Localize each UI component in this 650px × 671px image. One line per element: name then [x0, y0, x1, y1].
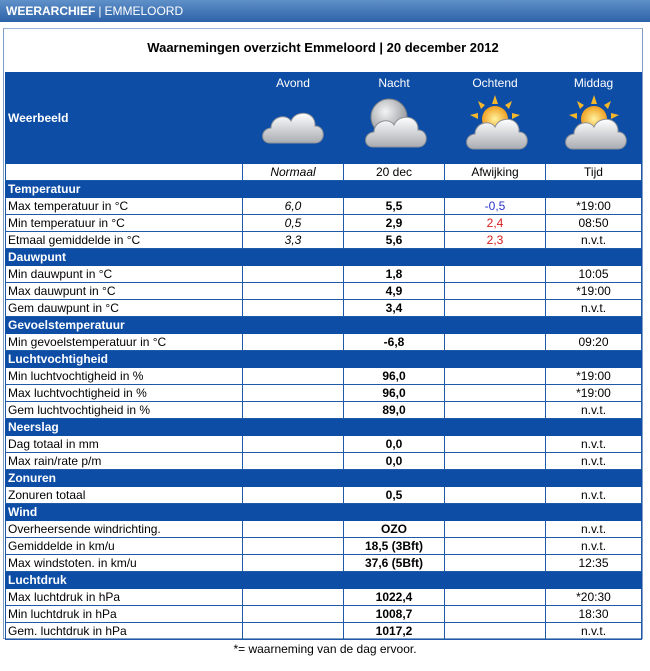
afwijking-value	[445, 589, 546, 606]
section-title: Zonuren	[6, 470, 642, 487]
day-value: 96,0	[344, 385, 445, 402]
day-value: OZO	[344, 521, 445, 538]
section-title: Wind	[6, 504, 642, 521]
tijd-value: *19:00	[546, 368, 642, 385]
tijd-value: n.v.t.	[546, 232, 642, 249]
table-row	[6, 232, 642, 249]
tijd-value: n.v.t.	[546, 521, 642, 538]
day-value: 1022,4	[344, 589, 445, 606]
row-label: Max dauwpunt in °C	[6, 283, 243, 300]
row-label: Min temperatuur in °C	[6, 215, 243, 232]
row-label: Min luchtdruk in hPa	[6, 606, 243, 623]
normaal-value	[243, 606, 344, 623]
day-value: 5,6	[344, 232, 445, 249]
normaal-value	[243, 283, 344, 300]
afwijking-value	[445, 266, 546, 283]
tijd-value: *19:00	[546, 198, 642, 215]
section-header	[6, 181, 642, 198]
row-label: Dag totaal in mm	[6, 436, 243, 453]
day-value: 96,0	[344, 368, 445, 385]
afwijking-value	[445, 436, 546, 453]
afwijking-value	[445, 606, 546, 623]
normaal-value	[243, 368, 344, 385]
section-header	[6, 504, 642, 521]
column-header-row	[6, 164, 642, 181]
section-title: Temperatuur	[6, 181, 642, 198]
empty-cell	[6, 164, 243, 181]
afwijking-value	[445, 300, 546, 317]
row-label: Gem. luchtdruk in hPa	[6, 623, 243, 640]
day-value: 0,0	[344, 436, 445, 453]
row-label: Gemiddelde in km/u	[6, 538, 243, 555]
page-title: Waarnemingen overzicht Emmeloord | 20 december 2012	[147, 40, 499, 55]
row-label: Etmaal gemiddelde in °C	[6, 232, 243, 249]
row-label: Min luchtvochtigheid in %	[6, 368, 243, 385]
column-afwijking: Afwijking	[445, 164, 546, 181]
section-header	[6, 317, 642, 334]
normaal-value	[243, 300, 344, 317]
table-row	[6, 555, 642, 572]
section-title: Dauwpunt	[6, 249, 642, 266]
section-header	[6, 351, 642, 368]
table-row	[6, 589, 642, 606]
tijd-value: 08:50	[546, 215, 642, 232]
normaal-value	[243, 623, 344, 640]
row-label: Min dauwpunt in °C	[6, 266, 243, 283]
row-label: Max rain/rate p/m	[6, 453, 243, 470]
day-value: 1008,7	[344, 606, 445, 623]
day-value: 1,8	[344, 266, 445, 283]
tijd-value: *19:00	[546, 385, 642, 402]
period-label: Avond	[276, 76, 310, 90]
normaal-value	[243, 555, 344, 572]
afwijking-value	[445, 521, 546, 538]
tijd-value: n.v.t.	[546, 623, 642, 640]
top-banner	[0, 0, 650, 22]
normaal-value: 6,0	[243, 198, 344, 215]
table-row	[6, 453, 642, 470]
day-value: -6,8	[344, 334, 445, 351]
observations-table	[5, 72, 642, 640]
section-header	[6, 572, 642, 589]
normaal-value	[243, 385, 344, 402]
afwijking-value: 2,4	[445, 215, 546, 232]
tijd-value: n.v.t.	[546, 453, 642, 470]
afwijking-value	[445, 385, 546, 402]
afwijking-value: -0,5	[445, 198, 546, 215]
afwijking-value	[445, 538, 546, 555]
sun-cloud-icon	[559, 95, 629, 157]
normaal-value	[243, 402, 344, 419]
section-header	[6, 470, 642, 487]
row-label: Max luchtvochtigheid in %	[6, 385, 243, 402]
tijd-value: 10:05	[546, 266, 642, 283]
afwijking-value	[445, 368, 546, 385]
normaal-value	[243, 589, 344, 606]
title-separator: |	[98, 4, 102, 18]
day-value: 1017,2	[344, 623, 445, 640]
afwijking-value	[445, 402, 546, 419]
afwijking-value	[445, 334, 546, 351]
normaal-value	[243, 453, 344, 470]
day-value: 37,6 (5Bft)	[344, 555, 445, 572]
row-label: Min gevoelstemperatuur in °C	[6, 334, 243, 351]
row-label: Gem dauwpunt in °C	[6, 300, 243, 317]
afwijking-value	[445, 487, 546, 504]
table-row	[6, 385, 642, 402]
tijd-value: n.v.t.	[546, 402, 642, 419]
tijd-value: n.v.t.	[546, 487, 642, 504]
period-middag	[546, 73, 642, 164]
day-value: 4,9	[344, 283, 445, 300]
table-row	[6, 368, 642, 385]
cloud-icon	[258, 95, 328, 157]
tijd-value: *20:30	[546, 589, 642, 606]
column-tijd: Tijd	[546, 164, 642, 181]
normaal-value	[243, 334, 344, 351]
column-normaal: Normaal	[243, 164, 344, 181]
tijd-value: 18:30	[546, 606, 642, 623]
day-value: 2,9	[344, 215, 445, 232]
section-title: Luchtvochtigheid	[6, 351, 642, 368]
normaal-value	[243, 266, 344, 283]
day-value: 3,4	[344, 300, 445, 317]
row-label: Gem luchtvochtigheid in %	[6, 402, 243, 419]
period-label: Nacht	[378, 76, 410, 90]
period-label: Ochtend	[472, 76, 518, 90]
location-title: EMMELOORD	[104, 4, 184, 18]
normaal-value	[243, 521, 344, 538]
table-row	[6, 402, 642, 419]
afwijking-value	[445, 283, 546, 300]
section-title: WEERARCHIEF	[6, 4, 96, 18]
table-row	[6, 538, 642, 555]
afwijking-value	[445, 555, 546, 572]
normaal-value: 0,5	[243, 215, 344, 232]
footnote: *= waarneming van de dag ervoor.	[233, 642, 417, 656]
normaal-value	[243, 436, 344, 453]
tijd-value: *19:00	[546, 283, 642, 300]
normaal-value	[243, 487, 344, 504]
table-row	[6, 334, 642, 351]
afwijking-value	[445, 623, 546, 640]
table-row	[6, 606, 642, 623]
table-row	[6, 300, 642, 317]
table-row	[6, 487, 642, 504]
section-title: Gevoelstemperatuur	[6, 317, 642, 334]
column-date: 20 dec	[344, 164, 445, 181]
afwijking-value: 2,3	[445, 232, 546, 249]
normaal-value: 3,3	[243, 232, 344, 249]
table-row	[6, 521, 642, 538]
normaal-value	[243, 538, 344, 555]
tijd-value: n.v.t.	[546, 436, 642, 453]
tijd-value: n.v.t.	[546, 300, 642, 317]
period-nacht	[344, 73, 445, 164]
table-row	[6, 266, 642, 283]
row-label: Zonuren totaal	[6, 487, 243, 504]
section-title: Neerslag	[6, 419, 642, 436]
table-row	[6, 623, 642, 640]
table-row	[6, 283, 642, 300]
period-label: Middag	[573, 76, 614, 90]
row-label: Max temperatuur in °C	[6, 198, 243, 215]
table-row	[6, 198, 642, 215]
day-value: 18,5 (3Bft)	[344, 538, 445, 555]
tijd-value: 12:35	[546, 555, 642, 572]
tijd-value: n.v.t.	[546, 538, 642, 555]
day-value: 89,0	[344, 402, 445, 419]
row-label: Overheersende windrichting.	[6, 521, 243, 538]
sun-cloud-icon	[460, 95, 530, 157]
section-header	[6, 249, 642, 266]
day-value: 0,0	[344, 453, 445, 470]
table-row	[6, 436, 642, 453]
weerbeeld-row	[6, 73, 642, 164]
day-value: 0,5	[344, 487, 445, 504]
tijd-value: 09:20	[546, 334, 642, 351]
section-header	[6, 419, 642, 436]
period-ochtend	[445, 73, 546, 164]
period-avond	[243, 73, 344, 164]
weerbeeld-label: Weerbeeld	[6, 73, 243, 164]
day-value: 5,5	[344, 198, 445, 215]
table-row	[6, 215, 642, 232]
row-label: Max luchtdruk in hPa	[6, 589, 243, 606]
moon-cloud-icon	[359, 95, 429, 157]
afwijking-value	[445, 453, 546, 470]
row-label: Max windstoten. in km/u	[6, 555, 243, 572]
section-title: Luchtdruk	[6, 572, 642, 589]
